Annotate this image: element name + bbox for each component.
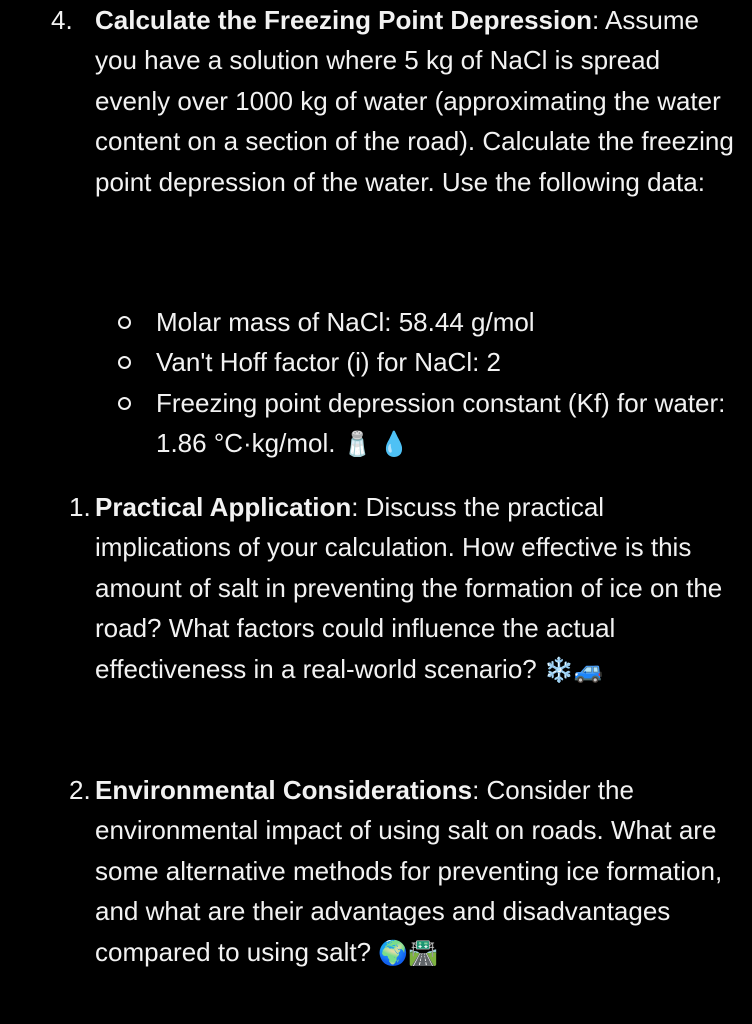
bullet-icon	[118, 316, 131, 329]
globe-road-emoji-icon: 🌍🛣️	[378, 939, 439, 967]
bullet-icon	[118, 397, 131, 410]
snowflake-car-emoji-icon: ❄️🚙	[543, 656, 604, 684]
salt-droplet-emoji-icon: 🧂 💧	[342, 431, 410, 459]
item-body: : Discuss the practical implications of your calculation. How effective is this amount of salt in preventing the formation of ice on the road? What factors could influence the actual effectiveness in a real-world scenario?	[95, 492, 723, 684]
list-item-practical-application	[69, 487, 735, 691]
item-title: Calculate the Freezing Point Depression	[95, 5, 592, 35]
bullet-vant-hoff: Van't Hoff factor (i) for NaCl: 2	[156, 342, 736, 382]
item-title: Environmental Considerations	[95, 775, 473, 805]
bullet-icon	[118, 356, 131, 369]
item-body: : Assume you have a solution where 5 kg of NaCl is spread evenly over 1000 kg of water (approximating the water content on a section of the road). Calculate the freezing point depression of the water. Use the following data:	[95, 5, 734, 197]
item-title: Practical Application	[95, 492, 352, 522]
data-bullet-list	[156, 302, 736, 466]
item-number: 4.	[51, 5, 73, 35]
list-item-environmental	[69, 770, 735, 974]
bullet-molar-mass: Molar mass of NaCl: 58.44 g/mol	[156, 302, 736, 342]
item-number: 1.	[69, 492, 91, 522]
item-body: : Consider the environmental impact of using salt on roads. What are some alternative methods for preventing ice formation, and what are their advantages and disadvantages compared to using salt?	[95, 775, 723, 967]
item-number: 2.	[69, 775, 91, 805]
bullet-kf: Freezing point depression constant (Kf) for water: 1.86 °C·kg/mol. 🧂 💧	[156, 383, 736, 466]
list-item-freezing-point	[51, 0, 735, 202]
